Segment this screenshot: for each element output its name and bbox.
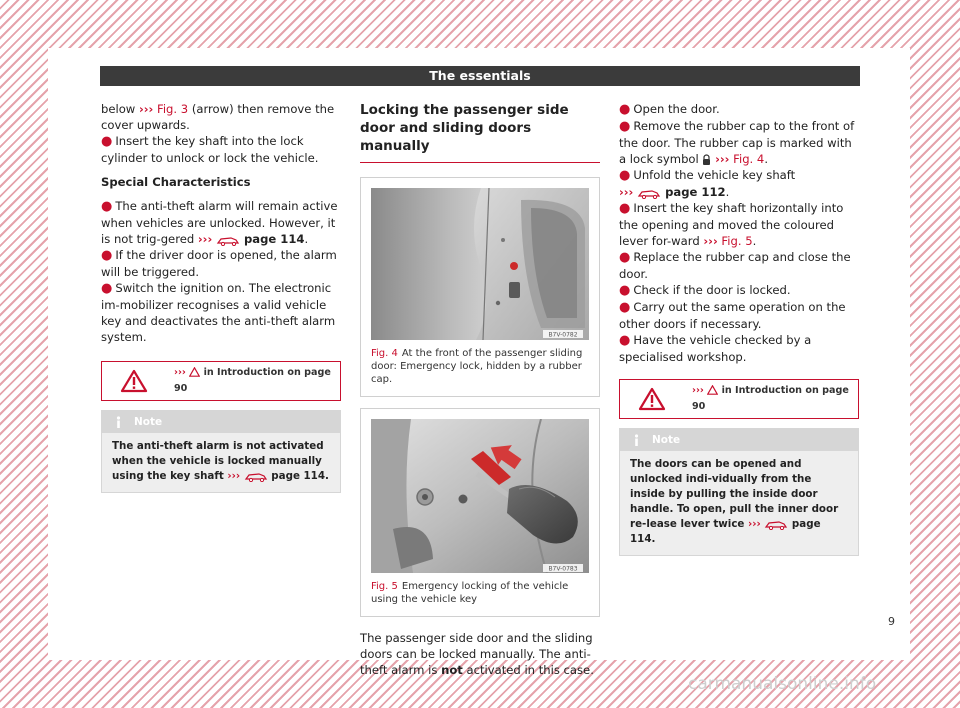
figure-5 [360,408,600,617]
bullet-icon: ● [101,281,113,296]
para-post: activated in this case. [462,663,594,677]
fig5-label: Fig. 5 [371,581,398,592]
page-ref[interactable]: page 114 [239,232,305,246]
xref-arrow: ››› [138,102,154,116]
note-title: Note [652,434,681,446]
section-title-text: Locking the passenger side door and sliding doors manually [360,102,569,154]
info-icon [631,434,642,447]
special-heading [101,174,341,190]
punct: . [725,185,730,199]
page-ref[interactable]: page 114 [630,518,821,545]
warning-triangle-icon [707,385,718,395]
bullet-icon: ● [619,300,631,315]
step-other-text: Carry out the same operation on the other doors if necessary. [619,300,846,331]
note-text: The anti-theft alarm is not activated when the vehicle is locked manually using the key shaft [112,440,324,482]
warning-text[interactable] [692,383,858,415]
note-title: Note [134,416,163,428]
note-box [101,410,341,493]
car-key-icon [244,470,268,482]
intro-post: (arrow) then remove the cover upwards. [101,102,335,132]
fig4-caption [371,347,589,386]
fig5-caption-text: Emergency locking of the vehicle using the vehicle key [371,581,569,605]
warning-text[interactable] [174,365,340,397]
para-bold: not [441,663,463,677]
xref-arrow: ››› [748,518,761,530]
note-body [620,451,858,555]
step-workshop [619,332,859,365]
punct: . [764,152,768,166]
bullet-insert [101,133,341,166]
page-ref[interactable]: page 114 [267,470,326,482]
header-title: The essentials [429,68,531,83]
punct: . [304,232,309,246]
warning-triangle-icon [189,367,200,377]
note-header [102,411,340,433]
fig4-link[interactable]: Fig. 4 [733,152,765,166]
bullet-alarm-active [101,198,341,247]
bullet-ignition-text: Switch the ignition on. The electronic im-mobilizer recognises a valid vehicle key and deactivates the anti-theft alarm system. [101,281,336,344]
page-header [100,66,860,86]
warning-box [101,361,341,401]
xref-arrow: ››› [619,185,634,199]
step-check-locked [619,282,859,299]
xref-arrow: ››› [197,232,213,246]
xref-arrow: ››› [703,234,718,248]
para-pre: The passenger side door and the sliding doors can be locked manually. The anti-theft alarm is [360,631,593,677]
page-ref[interactable]: page 112 [661,185,726,199]
intro-paragraph [360,630,600,678]
column-right [619,101,859,556]
watermark: carmanualsonline.info [688,674,877,694]
warning-triangle-icon [120,369,148,393]
bullet-icon: ● [101,248,113,263]
bullet-icon: ● [619,283,631,298]
step-open [619,101,859,118]
warning-ref: in Introduction on page 90 [174,367,331,394]
step-replace-text: Replace the rubber cap and close the door. [619,250,851,281]
step-remove-cap [619,118,859,167]
punct: . [752,234,757,248]
car-key-icon [216,234,240,246]
step-insert-key [619,200,859,249]
bullet-driver-text: If the driver door is opened, the alarm will be triggered. [101,248,337,279]
figure-4 [360,177,600,397]
fig4-caption-text: At the front of the passenger sliding door: Emergency lock, hidden by a rubber cap. [371,348,583,385]
bullet-ignition [101,280,341,345]
bullet-icon: ● [619,250,631,265]
intro-text [101,101,341,133]
bullet-driver-door [101,247,341,280]
step-open-text: Open the door. [633,102,720,116]
page-number: 9 [888,615,895,628]
car-key-icon [764,518,788,530]
step-check-text: Check if the door is locked. [633,283,791,297]
step-replace-cap [619,249,859,282]
bullet-insert-text: Insert the key shaft into the lock cylinder to unlock or lock the vehicle. [101,134,319,165]
punct: . [651,533,656,545]
xref-arrow: ››› [692,385,704,396]
fig5-caption [371,580,589,606]
bullet-icon: ● [619,119,631,134]
intro-pre: below [101,102,139,116]
bullet-icon: ● [619,201,631,216]
bullet-icon: ● [101,134,113,149]
warning-triangle-icon [638,387,666,411]
door-lock-photo [371,188,589,340]
bullet-alarm-text: The anti-theft alarm will remain active when vehicles are unlocked. However, it is not trig-gered [101,199,338,246]
fig3-link[interactable]: Fig. 3 [157,102,189,116]
lock-icon [702,154,711,166]
section-title [360,101,600,163]
punct: . [325,470,329,482]
fig5-photo [371,419,589,573]
column-left [101,101,341,493]
note-text: The doors can be opened and unlocked indi-vidually from the inside by pulling the inside door handle. To open, pull the inner door re-lease lever twice [630,458,839,530]
car-key-icon [637,187,661,199]
fig4-label: Fig. 4 [371,348,398,359]
special-heading-text: Special Characteristics [101,175,251,189]
step-unfold-text: Unfold the vehicle key shaft [633,168,796,182]
step-unfold-key [619,167,859,200]
bullet-icon: ● [619,168,631,183]
fig5-code: B7V-0783 [548,565,578,573]
step-remove-text: Remove the rubber cap to the front of the door. The rubber cap is marked with a lock symbol [619,119,855,166]
warning-ref: in Introduction on page 90 [692,385,849,412]
bullet-icon: ● [101,199,113,214]
note-header [620,429,858,451]
xref-arrow: ››› [715,152,730,166]
column-middle [360,101,600,678]
fig4-photo [371,188,589,340]
warning-box [619,379,859,419]
info-icon [113,416,124,429]
key-in-lock-photo [371,419,589,573]
bullet-icon: ● [619,333,631,348]
fig4-code: B7V-0782 [548,331,578,339]
fig5-link[interactable]: Fig. 5 [721,234,753,248]
step-workshop-text: Have the vehicle checked by a specialised workshop. [619,333,812,364]
step-insert-text: Insert the key shaft horizontally into the opening and moved the coloured lever for-ward [619,201,844,248]
note-box [619,428,859,556]
bullet-icon: ● [619,102,631,117]
note-body [102,433,340,492]
step-other-doors [619,299,859,332]
xref-arrow: ››› [174,367,186,378]
xref-arrow: ››› [227,470,241,482]
